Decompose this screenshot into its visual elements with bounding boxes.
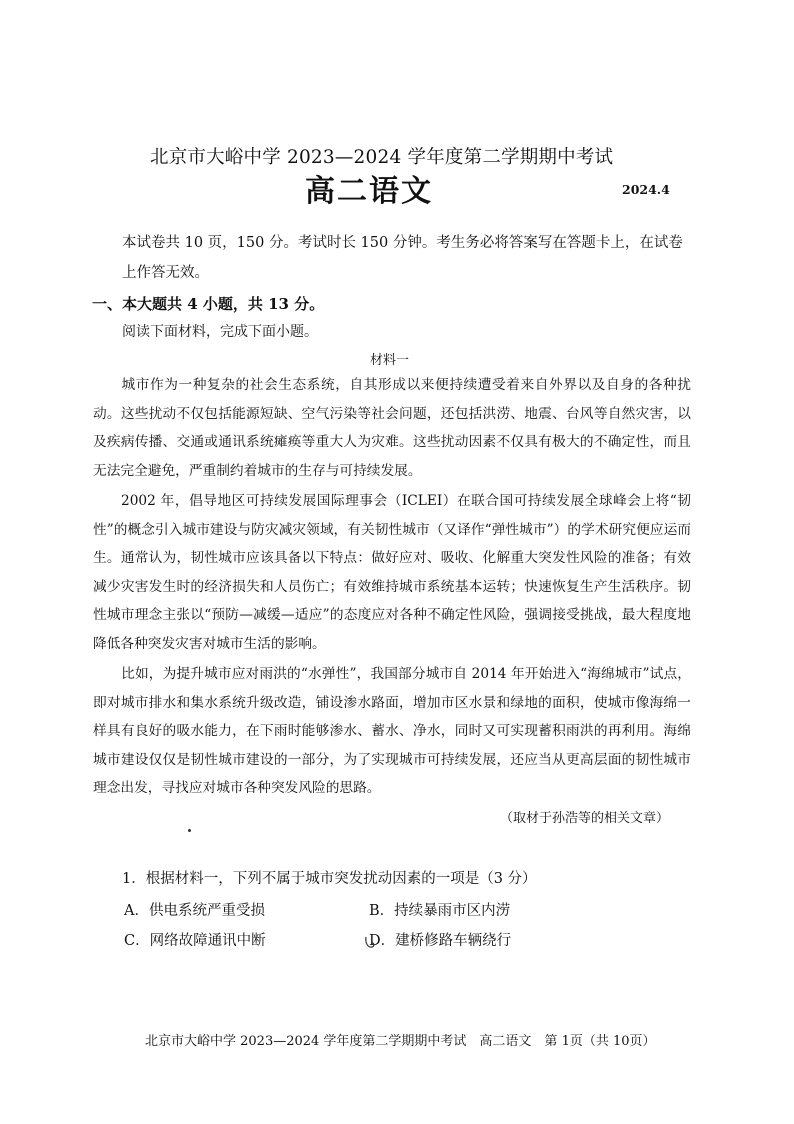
material-paragraph — [93, 487, 691, 658]
paragraph-text: 城市作为一种复杂的社会生态系统，自其形成以来便持续遭受着来自外界以及自身的各种扰动。这些扰动不仅包括能源短缺、空气污染等社会问题，还包括洪涝、地震、台风等自然灾害，以及疾病传播、交通或通讯系统瘫痪等重大人为灾难。这些扰动因素不仅具有极大的不确定性，而且无法完全避免，严重制约着城市的生存与可持续发展。 — [93, 377, 691, 479]
exam-date: 2024.4 — [622, 182, 670, 197]
exam-notice: 本试卷共 10 页，150 分。考试时长 150 分钟。考生务必将答案写在答题卡上，在试卷上作答无效。 — [122, 235, 683, 281]
section-instruction: 阅读下面材料，完成下面小题。 — [122, 324, 318, 340]
option-b: B．持续暴雨市区内涝 — [369, 903, 511, 919]
paragraph-text: 比如，为提升城市应对雨洪的“水弹性”，我国部分城市自 2014 年开始进入“海绵城市”试点，即对城市排水和集水系统升级改造，铺设渗水路面，增加市区水景和绿地的面积，使城市像海绵一样具有良好的吸水能力，在下雨时能够渗水、蓄水、净水，同时又可实现蓄积雨洪的再利用。海绵城市建设仅仅是韧性城市建设的一部分，为了实现城市可持续发展，还应当从更高层面的韧性城市理念出发，寻找应对城市各种突发风险的思路。 — [93, 666, 691, 796]
pen-mark-icon — [364, 934, 378, 950]
material-source: （取材于孙浩等的相关文章） — [500, 811, 670, 826]
section-heading: 一、本大题共 4 小题，共 13 分。 — [92, 295, 325, 313]
option-a: A．供电系统严重受损 — [124, 903, 265, 919]
page-footer: 北京市大峪中学 2023—2024 学年度第二学期期中考试 高二语文 第 1页（共 10页） — [145, 1034, 656, 1049]
paragraph-text: 2002 年，倡导地区可持续发展国际理事会（ICLEI）在联合国可持续发展全球峰会上将“韧性”的概念引入城市建设与防灾减灾领域，有关韧性城市（又译作“弹性城市”）的学术研究便应运而生。通常认为，韧性城市应该具备以下特点：做好应对、吸收、化解重大突发性风险的准备；有效减少灾害发生时的经济损失和人员伤亡；有效维持城市系统基本运转；快速恢复生产生活秩序。韧性城市理念主张以“预防—减缓—适应”的态度应对各种不确定性风险，强调接受挑战，最大程度地降低各种突发灾害对城市生活的影响。 — [93, 493, 691, 652]
option-d: D．建桥修路车辆绕行 — [369, 933, 512, 949]
material-paragraph — [93, 660, 691, 803]
material-paragraph — [93, 371, 691, 485]
question-stem: 1．根据材料一，下列不属于城市突发扰动因素的一项是（3 分） — [122, 871, 537, 887]
option-c: C．网络故障通讯中断 — [124, 933, 266, 949]
material-title: 材料一 — [370, 353, 410, 368]
scan-dot — [188, 829, 191, 832]
school-exam-title: 北京市大峪中学 2023—2024 学年度第二学期期中考试 — [150, 147, 614, 168]
subject-title: 高二语文 — [305, 174, 433, 209]
